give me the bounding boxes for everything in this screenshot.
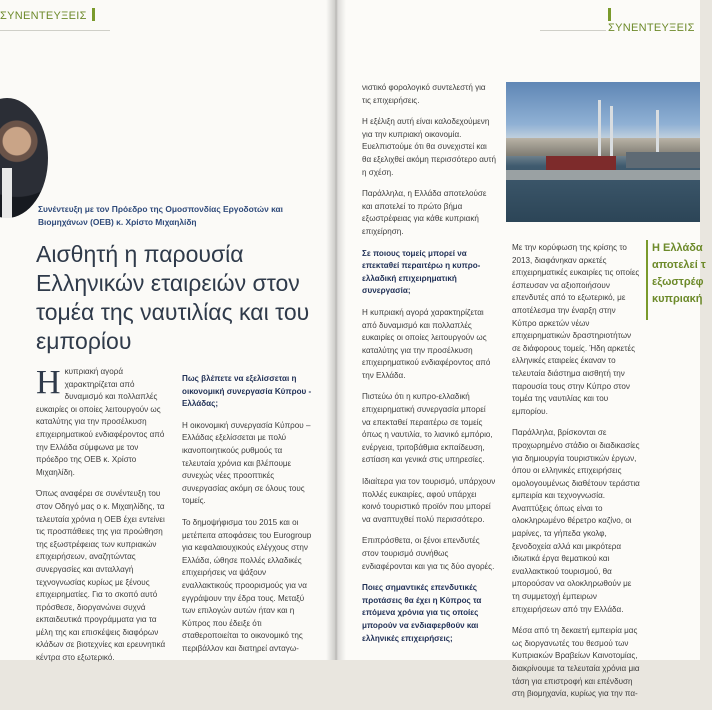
divider — [0, 30, 110, 31]
paragraph: Ιδιαίτερα για τον τουρισμό, υπάρχουν πολλές ευκαιρίες, αφού υπάρχει κοινό τουριστικό προϊόν που μπορεί να αναπτυχθεί πολύ περισσότερο. — [362, 477, 496, 524]
right-page — [336, 0, 706, 699]
question-heading: Πως βλέπετε να εξελίσσεται η οικονομική συνεργασία Κύπρου - Ελλάδας; — [182, 374, 312, 409]
divider — [540, 30, 606, 31]
paragraph: Η οικονομική συνεργασία Κύπρου – Ελλάδας εξελίσσεται με πολύ ικανοποιητικούς ρυθμούς τα τελευταία χρόνια και βλέπουμε συνεχώς νέες προοπτικές συνεργασίας ακόμη σε όλους τους τομείς. — [182, 420, 311, 506]
photo-crane — [598, 100, 601, 158]
photo-crane — [610, 106, 613, 158]
portrait-shirt — [2, 168, 12, 218]
right-column-1 — [362, 82, 496, 654]
paragraph: νιστικό φορολογικό συντελεστή για τις επιχειρήσεις. — [362, 83, 486, 105]
paragraph: Με την κορύφωση της κρίσης το 2013, διαφάνηκαν αρκετές επιχειρηματικές ευκαιρίες τις οποίες έσπευσαν να αξιοποιήσουν επενδυτές από το εξωτερικό, με αποτέλεσμα την έναρξη στην Κύπρο αρκετών νέων επιχειρηματικών δραστηριοτήτων σε διάφορους τομείς. Ήδη αρκετές ελληνικές εταιρείες έκαναν το τελευταία διάστημα αισθητή την παρουσία τους στην Κύπρο στον τομέα της ναυτιλίας και του εμπορίου. — [512, 243, 640, 416]
left-column-1 — [36, 366, 168, 674]
section-tag-bar — [92, 8, 95, 21]
section-tag — [608, 8, 700, 34]
section-tag-label: ΣΥΝΕΝΤΕΥΞΕΙΣ — [0, 10, 87, 22]
lead-text: κυπριακή αγορά χαρακτηρίζεται από δυναμισμό και πολλαπλές ευκαιρίες οι οποίες λειτουργούν ως καταλύτης για την προσέλκυση επιχειρηματικού ενδιαφέροντος από την Ελλάδα σύμφωνα με τον πρόεδρο της ΟΕΒ κ. Χρίστο Μιχαηλίδη. — [36, 367, 165, 477]
right-column-2 — [512, 242, 640, 710]
question-heading: Ποιες σημαντικές επενδυτικές προτάσεις θα έχει η Κύπρος τα επόμενα χρόνια για τις οποίες μπορούν να ενδιαφερθούν και ελληνικές επιχειρήσεις; — [362, 583, 482, 643]
paragraph: Μέσα από τη δεκαετή εμπειρία μας ως διοργανωτές του θεσμού των Κυπριακών Βραβείων Καινοτομίας, διακρίνουμε τα τελευταία χρόνια μια τάση για επιστροφή και επένδυση στη βιομηχανία, κυρίως για την πα- — [512, 626, 640, 699]
paragraph: Παράλληλα, η Ελλάδα αποτελούσε και αποτελεί το πρώτο βήμα εξωστρέφειας για κάθε κυπριακή επιχείρηση. — [362, 189, 487, 236]
interviewee-portrait — [0, 98, 48, 218]
paragraph: Η εξέλιξη αυτή είναι καλοδεχούμενη για την κυπριακή οικονομία. Ευελπιστούμε ότι θα συνεχιστεί και θα εξελιχθεί ακόμη περισσότερο αυτή η σχέση. — [362, 117, 496, 177]
section-tag-bar — [608, 8, 611, 21]
paragraph: Πιστεύω ότι η κυπρο-ελλαδική επιχειρηματική συνεργασία μπορεί να επεκταθεί περαιτέρω σε τομείς όπως η ναυτιλία, το λιανικό εμπόριο, ενέργεια, τριτοβάθμια εκπαίδευση, εστίαση και γενικά στις υπηρεσίες. — [362, 392, 493, 465]
paragraph: Όπως αναφέρει σε συνέντευξη του στον Οδηγό μας ο κ. Μιχαηλίδης, τα τελευταία χρόνια η ΟΕΒ έχει εντείνει τις προσπάθειες της για προώθηση της εξωστρέφειας των κυπριακών επιχειρήσεων, αναζητώντας συνεργασίες και ανταλλαγή τεχνογνωσίας κυρίως με ξένους επιχειρηματίες. Για το σκοπό αυτό πρόσθεσε, διοργανώνει συχνά εκπαιδευτικά προγράμματα για τα μέλη της και επισκέψεις διαφόρων κλάδων σε βιοτεχνίες και ερευνητικά κέντρα στο εξωτερικό. — [36, 489, 166, 663]
drop-cap: Η — [36, 364, 61, 401]
paragraph: Η κυπριακή αγορά χαρακτηρίζεται από δυναμισμό και πολλαπλές ευκαιρίες οι οποίες λειτουργούν ως καταλύτης για την προσέλκυση επιχειρηματικού ενδιαφέροντος από την Ελλάδα. — [362, 307, 491, 380]
photo-dock — [506, 170, 700, 180]
photo-ship — [546, 156, 616, 170]
left-column-2 — [182, 373, 316, 664]
section-tag-label: ΣΥΝΕΝΤΕΥΞΕΙΣ — [608, 22, 695, 34]
port-photo — [506, 82, 700, 222]
article-headline: Αισθητή η παρουσία Ελληνικών εταιρειών στον τομέα της ναυτιλίας και του εμπορίου — [36, 241, 310, 354]
section-tag — [0, 8, 95, 22]
paragraph: Παράλληλα, βρίσκονται σε προχωρημένο στάδιο οι διαδικασίες για δημιουργία τουριστικών έργων, όπου οι ελληνικές επιχειρήσεις ομολογουμένως διαθέτουν τεράστια εμπειρία και τεχνογνωσία. Αναπτύξεις όπως είναι το ολοκληρωμένο θέρετρο καζίνο, οι μαρίνες, τα γήπεδα γκολφ, ξενοδοχεία αλλά και μικρότερα ιδιωτικά έργα θεματικού και εναλλακτικού τουρισμού, θα μπορούσαν να ολοκληρωθούν με τη συμμετοχή έμπειρων επιχειρήσεων από την Ελλάδα. — [512, 428, 640, 614]
left-page — [0, 0, 336, 663]
photo-ship — [626, 152, 700, 168]
paragraph: Το δημοψήφισμα του 2015 και οι μετέπειτα αποφάσεις του Eurogroup για κεφαλαιουχικούς ελέγχους στην Ελλάδα, ώθησε πολλές ελλαδικές επιχειρήσεις να ψάξουν εναλλακτικούς προορισμούς για να εγγράψουν την έδρα τους. Μεταξύ των επιλογών αυτών ήταν και η Κύπρος που έδειξε ότι σταθεροποιείται το οικονομικό της περιβάλλον και διατηρεί ανταγω- — [182, 517, 312, 653]
page-gutter — [326, 0, 346, 660]
intro-caption: Συνέντευξη με τον Πρόεδρο της Ομοσπονδίας Εργοδοτών και Βιομηχάνων (ΟΕΒ) κ. Χρίστο Μιχαηλίδη — [38, 204, 283, 227]
lead-paragraph — [36, 366, 168, 479]
photo-crane — [656, 110, 659, 156]
question-heading: Σε ποιους τομείς μπορεί να επεκταθεί περαιτέρω η κυπρο-ελλαδική επιχειρηματική συνεργασία; — [362, 248, 481, 296]
pull-quote-text: Η Ελλάδα αποτελεί τ εξωστρέφ κυπριακή — [652, 242, 706, 305]
pull-quote-bar — [646, 240, 648, 320]
paragraph: Επιπρόσθετα, οι ξένοι επενδυτές στον τουρισμό συνήθως ενδιαφέρονται και για τις δύο αγορές. — [362, 536, 495, 571]
pull-quote — [652, 240, 712, 308]
